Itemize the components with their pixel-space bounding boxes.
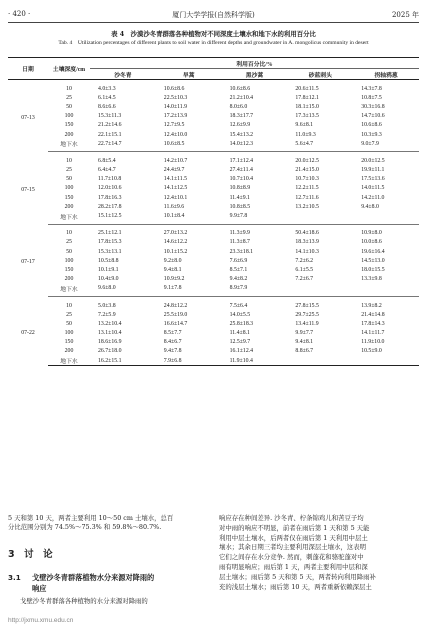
value-cell: 11.9±10.0 (361, 339, 385, 346)
depth-cell: 地下水 (48, 356, 90, 366)
value-cell: 9.9±7.7 (295, 330, 314, 337)
value-cell: 6.4±4.7 (98, 167, 116, 174)
value-cell: 10.6±8.6 (163, 85, 185, 92)
value-cell: 7.2±6.2 (295, 257, 314, 264)
value-cell: 22.1±15.1 (98, 131, 122, 138)
table-row (8, 121, 419, 130)
value-cell: 17.8±12.1 (295, 94, 319, 101)
value-cell: 14.6±12.2 (163, 239, 188, 246)
value-cell: 16.2±15.1 (90, 356, 156, 366)
value-cell: 8.6±6.6 (98, 103, 116, 110)
value-cell: 18.0±15.5 (361, 266, 385, 273)
value-cell (353, 211, 419, 224)
value-cell: 9.4±8.1 (295, 339, 314, 346)
value-cell: 21.2±10.4 (229, 94, 254, 101)
value-cell: 21.4±15.0 (295, 167, 319, 174)
text-line: 对中雨的响应不明显，前者在雨后第 1 天和第 5 天能 (219, 523, 370, 532)
value-cell: 29.7±25.5 (295, 311, 319, 318)
value-cell: 12.6±9.9 (229, 122, 251, 129)
header-species: 沙冬青 (90, 69, 156, 80)
depth-cell: 50 (66, 176, 72, 183)
value-cell: 14.7±10.6 (361, 113, 385, 120)
value-cell: 8.0±6.0 (229, 103, 248, 110)
value-cell: 13.9±8.2 (361, 302, 382, 309)
value-cell: 10.9±8.0 (361, 230, 382, 237)
value-cell: 18.6±16.9 (98, 339, 122, 346)
header-species: 旱蒿 (156, 69, 222, 80)
header-date: 日期 (8, 58, 48, 80)
value-cell: 9.0±7.9 (353, 139, 419, 152)
table-row (8, 347, 419, 356)
value-cell: 7.5±6.4 (229, 302, 248, 309)
value-cell: 17.1±12.4 (229, 157, 254, 164)
value-cell: 10.1±8.4 (156, 211, 222, 224)
value-cell: 9.4±7.8 (163, 348, 182, 355)
text-line: 分比范围分别为 74.5%～75.3% 和 59.8%～80.7%. (8, 523, 162, 532)
depth-cell: 100 (64, 257, 74, 264)
table-row (8, 265, 419, 274)
value-cell: 22.7±14.7 (90, 139, 156, 152)
value-cell: 17.8±14.3 (361, 320, 385, 327)
value-cell: 12.7±11.6 (295, 194, 319, 201)
value-cell: 20.0±12.5 (295, 157, 319, 164)
text-line: 雨有明显响应；雨后第 1 天，两者主要利用中层和深 (219, 562, 368, 571)
value-cell: 9.6±8.0 (90, 284, 156, 297)
value-cell (353, 356, 419, 366)
value-cell: 15.3±11.3 (98, 113, 122, 120)
table-row (8, 184, 419, 193)
value-cell: 14.1±12.5 (163, 185, 188, 192)
table-row (8, 238, 419, 247)
value-cell (353, 284, 419, 297)
depth-cell: 50 (66, 248, 72, 255)
value-cell: 13.4±11.9 (295, 320, 319, 327)
value-cell: 19.9±11.1 (361, 167, 385, 174)
table-row (8, 247, 419, 256)
value-cell: 11.0±9.3 (295, 131, 316, 138)
value-cell: 27.4±11.4 (229, 167, 253, 174)
table-row (8, 152, 419, 166)
value-cell: 10.5±9.0 (361, 348, 382, 355)
value-cell: 16.6±14.7 (163, 320, 188, 327)
header-utilization: 利用百分比/% (90, 58, 419, 69)
value-cell: 8.5±7.7 (163, 330, 182, 337)
value-cell: 10.7±10.3 (295, 176, 319, 183)
value-cell: 12.4±10.0 (163, 131, 188, 138)
value-cell: 9.9±7.8 (222, 211, 288, 224)
value-cell: 14.1±11.5 (163, 176, 188, 183)
value-cell: 14.2±10.7 (163, 157, 188, 164)
text-line: 响应存在种间差异. 沙冬青、柠条锦鸡儿和苦豆子均 (219, 514, 364, 522)
value-cell: 12.0±10.6 (98, 185, 122, 192)
subsection-number: 3.1 (8, 573, 21, 582)
value-cell: 14.1±10.3 (295, 248, 319, 255)
depth-cell: 200 (64, 131, 74, 138)
header-species: 拐轴鸦葱 (353, 69, 419, 80)
value-cell: 7.2±6.7 (295, 276, 314, 283)
depth-cell: 200 (64, 348, 74, 355)
depth-cell: 150 (64, 194, 74, 201)
table-row (8, 211, 419, 224)
table-row (8, 296, 419, 310)
value-cell: 9.2±8.0 (163, 257, 182, 264)
value-cell: 22.5±10.3 (163, 94, 188, 101)
table-caption-en: Tab. 4 Utilization percentages of different plants to soil water in different depths and groundwater in A. mongolicus community in desert (58, 40, 369, 46)
value-cell: 9.4±8.0 (361, 203, 379, 210)
value-cell: 20.6±11.5 (295, 85, 319, 92)
value-cell: 11.3±8.7 (229, 239, 250, 246)
depth-cell: 10 (66, 230, 72, 237)
value-cell: 23.3±18.1 (229, 248, 254, 255)
depth-cell: 10 (66, 302, 72, 309)
value-cell: 9.1±7.8 (156, 284, 222, 297)
value-cell: 15.3±13.1 (98, 248, 122, 255)
value-cell: 17.8±16.3 (98, 194, 122, 201)
value-cell: 11.4±8.1 (229, 330, 250, 337)
depth-cell: 200 (64, 276, 74, 283)
value-cell: 8.5±7.1 (229, 266, 248, 273)
date-cell: 07-15 (21, 186, 35, 193)
value-cell: 10.0±8.6 (361, 239, 382, 246)
date-cell: 07-13 (21, 114, 35, 121)
value-cell: 8.8±6.7 (295, 348, 314, 355)
value-cell (287, 211, 353, 224)
value-cell: 10.3±9.3 (361, 131, 382, 138)
text-line: 利用中层土壤水，后两者仅在雨后第 1 天利用中层土 (219, 533, 368, 542)
value-cell: 15.1±12.5 (90, 211, 156, 224)
value-cell: 11.7±10.8 (98, 176, 122, 183)
table-row (8, 80, 419, 94)
depth-cell: 地下水 (48, 284, 90, 297)
utilization-table (8, 57, 419, 366)
value-cell: 30.3±16.8 (361, 103, 385, 110)
value-cell: 12.7±9.5 (163, 122, 185, 129)
depth-cell: 150 (64, 266, 74, 273)
value-cell: 6.1±5.5 (295, 266, 314, 273)
value-cell: 7.2±5.9 (98, 311, 116, 318)
watermark-url: http://jxmu.xmu.edu.cn (8, 617, 74, 624)
value-cell: 28.2±17.8 (98, 203, 122, 210)
journal-name: 厦门大学学报(自然科学版) (172, 11, 255, 19)
subsection-title-line: 响应 (32, 583, 47, 593)
section-heading: 3 讨 论 (8, 549, 53, 560)
depth-cell: 50 (66, 103, 72, 110)
running-header (8, 8, 419, 22)
value-cell (287, 284, 353, 297)
value-cell: 10.8±7.5 (361, 94, 382, 101)
value-cell: 14.0±12.3 (222, 139, 288, 152)
depth-cell: 地下水 (48, 211, 90, 224)
depth-cell: 25 (66, 94, 72, 101)
value-cell: 25.1±12.1 (98, 230, 122, 237)
depth-cell: 地下水 (48, 139, 90, 152)
text-line: 它们之间存在水分竞争. 然而，刺蓬花和骆驼蓬对中 (219, 553, 364, 562)
depth-cell: 10 (66, 157, 72, 164)
depth-cell: 50 (66, 320, 72, 327)
header-rule (8, 22, 419, 23)
value-cell: 8.4±6.7 (163, 339, 182, 346)
date-cell: 07-17 (21, 259, 35, 266)
value-cell: 25.8±18.3 (229, 320, 254, 327)
value-cell: 14.0±11.5 (361, 185, 385, 192)
value-cell: 8.9±7.9 (222, 284, 288, 297)
value-cell: 19.6±16.4 (361, 248, 385, 255)
value-cell: 11.9±10.4 (222, 356, 288, 366)
value-cell: 7.9±6.8 (156, 356, 222, 366)
value-cell: 4.0±3.3 (98, 85, 116, 92)
table-row (8, 310, 419, 319)
header-depth: 土壤深度/cm (48, 58, 90, 80)
value-cell: 14.0±11.9 (163, 103, 188, 110)
value-cell: 10.8±8.9 (229, 185, 251, 192)
value-cell: 12.5±9.7 (229, 339, 251, 346)
value-cell: 10.8±8.5 (229, 203, 251, 210)
value-cell: 25.5±19.0 (163, 311, 188, 318)
value-cell: 27.8±15.5 (295, 302, 319, 309)
depth-cell: 25 (66, 239, 72, 246)
table-row (8, 175, 419, 184)
value-cell: 18.3±13.9 (295, 239, 319, 246)
value-cell: 5.6±4.7 (287, 139, 353, 152)
header-species: 黑沙蒿 (222, 69, 288, 80)
value-cell: 11.6±9.6 (163, 203, 185, 210)
depth-cell: 100 (64, 185, 74, 192)
depth-cell: 150 (64, 339, 74, 346)
value-cell: 11.4±9.1 (229, 194, 250, 201)
value-cell: 6.1±4.5 (98, 94, 116, 101)
table-caption-cn: 表 4 沙漠沙冬青群落各种植物对不同深度土壤水和地下水的利用百分比 (111, 30, 316, 38)
value-cell: 17.3±13.5 (295, 113, 319, 120)
value-cell: 11.3±9.9 (229, 230, 250, 237)
value-cell: 6.8±5.4 (98, 157, 116, 164)
value-cell: 13.2±10.5 (295, 203, 319, 210)
table-row (8, 166, 419, 175)
depth-cell: 25 (66, 167, 72, 174)
text-line: 层土壤水；雨后第 5 天和第 5 天，两者转向利用降雨补 (219, 572, 376, 581)
table-row (8, 102, 419, 111)
value-cell: 13.3±9.8 (361, 276, 382, 283)
value-cell: 16.1±12.4 (229, 348, 254, 355)
depth-cell: 10 (66, 85, 72, 92)
value-cell: 5.0±3.8 (98, 302, 116, 309)
page-number: · 420 · (8, 10, 31, 18)
value-cell: 10.5±8.8 (98, 257, 119, 264)
subsection-heading (8, 573, 208, 594)
depth-cell: 100 (64, 113, 74, 120)
value-cell: 10.1±15.2 (163, 248, 188, 255)
value-cell: 14.0±5.5 (229, 311, 251, 318)
value-cell: 50.4±18.6 (295, 230, 319, 237)
value-cell: 24.4±9.7 (163, 167, 185, 174)
value-cell: 21.4±14.8 (361, 311, 385, 318)
value-cell: 10.4±9.0 (98, 276, 119, 283)
value-cell: 14.3±7.8 (361, 85, 382, 92)
value-cell: 26.7±18.0 (98, 348, 122, 355)
value-cell: 12.4±10.1 (163, 194, 188, 201)
table-row (8, 338, 419, 347)
table-row (8, 275, 419, 284)
text-line: 壤水；其余日期三者均主要利用深层土壤水，这表明 (219, 543, 366, 552)
value-cell: 21.2±14.6 (98, 122, 122, 129)
table-row (8, 224, 419, 238)
value-cell: 10.6±8.6 (229, 85, 251, 92)
value-cell: 7.6±6.9 (229, 257, 248, 264)
depth-cell: 100 (64, 330, 74, 337)
value-cell: 14.1±11.7 (361, 330, 385, 337)
value-cell: 17.8±15.3 (98, 239, 122, 246)
table-row (8, 193, 419, 202)
value-cell (287, 356, 353, 366)
value-cell: 10.6±8.5 (156, 139, 222, 152)
table-row (8, 356, 419, 366)
table-row (8, 256, 419, 265)
value-cell: 17.2±13.9 (163, 113, 188, 120)
value-cell: 9.4±8.2 (229, 276, 248, 283)
depth-cell: 25 (66, 311, 72, 318)
subsection-title-line: 戈壁沙冬青群落植物水分来源对降雨的 (32, 573, 155, 582)
table-row (8, 93, 419, 102)
value-cell: 18.3±17.7 (229, 113, 254, 120)
right-paragraph (219, 514, 419, 592)
value-cell: 24.8±12.2 (163, 302, 188, 309)
table-row (8, 130, 419, 139)
value-cell: 20.0±12.5 (361, 157, 385, 164)
text-line: 充的浅层土壤水；雨后第 10 天，两者重新依赖深层土 (219, 582, 372, 591)
table-row (8, 202, 419, 211)
value-cell: 10.7±10.4 (229, 176, 254, 183)
text-line: 5 天和第 10 天，两者主要利用 10～50 cm 土壤水，总百 (8, 514, 174, 522)
value-cell: 10.1±9.1 (98, 266, 119, 273)
depth-cell: 200 (64, 203, 74, 210)
value-cell: 12.2±11.5 (295, 185, 319, 192)
value-cell: 10.6±8.6 (361, 122, 382, 129)
depth-cell: 150 (64, 122, 74, 129)
value-cell: 18.1±15.0 (295, 103, 319, 110)
value-cell: 13.1±10.4 (98, 330, 122, 337)
left-paragraph (8, 514, 206, 533)
year: 2025 年 (391, 11, 419, 19)
value-cell: 10.9±9.2 (163, 276, 185, 283)
table-row (8, 112, 419, 121)
value-cell: 17.5±13.6 (361, 176, 385, 183)
value-cell: 13.2±10.4 (98, 320, 122, 327)
table-row (8, 139, 419, 152)
value-cell: 14.2±11.0 (361, 194, 385, 201)
table-row (8, 319, 419, 328)
value-cell: 27.0±13.2 (163, 230, 188, 237)
header-species: 砂蓝刺头 (287, 69, 353, 80)
table-row (8, 329, 419, 338)
value-cell: 15.4±13.2 (229, 131, 254, 138)
table-row (8, 284, 419, 297)
discussion-paragraph: 戈壁沙冬青群落各种植物的水分来源对降雨的 (20, 597, 148, 605)
value-cell: 14.5±13.0 (361, 257, 385, 264)
date-cell: 07-22 (21, 330, 35, 337)
value-cell: 9.4±8.1 (163, 266, 182, 273)
value-cell: 9.6±8.1 (295, 122, 314, 129)
